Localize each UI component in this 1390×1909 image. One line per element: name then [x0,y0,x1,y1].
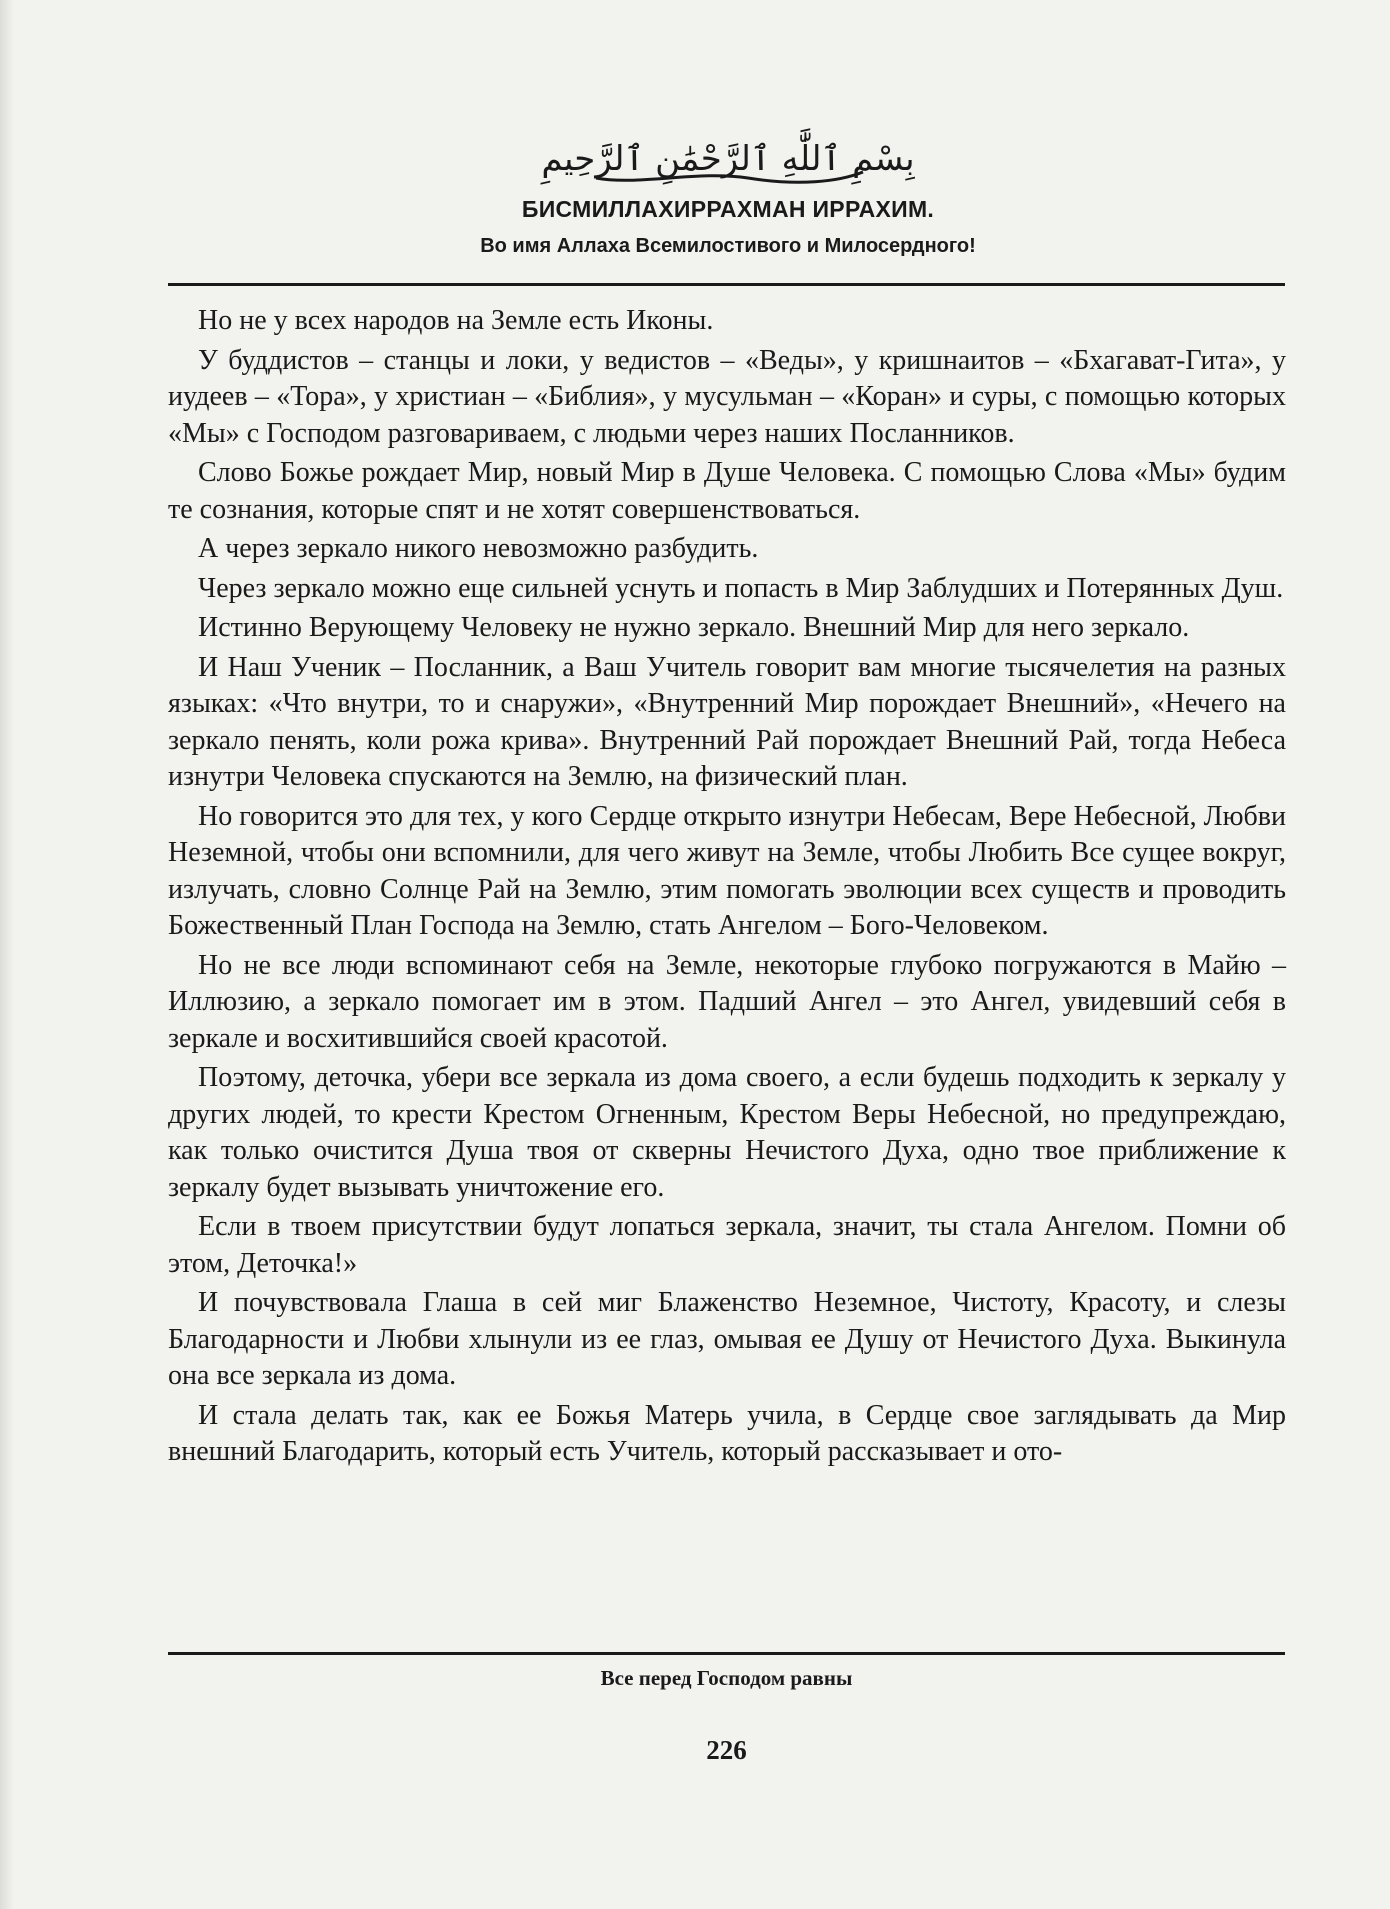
running-footer-title: Все перед Господом равны [600,1666,853,1690]
bismillah-calligraphy-icon [541,108,915,194]
paragraph: И почувствовала Глаша в сей миг Блаженство Неземное, Чистоту, Красоту, и слезы Благодарности и Любви хлынули из ее глаз, омывая ее Душу от Нечистого Духа. Выкинула она все зеркала из дома. [168,1287,1286,1391]
body-text [168,303,1286,1474]
paragraph: Слово Божье рождает Мир, новый Мир в Душе Человека. С помощью Слова «Мы» будим те сознания, которые спят и не хотят совершенствоваться. [168,457,1286,525]
paragraph: Но говорится это для тех, у кого Сердце открыто изнутри Небесам, Вере Небесной, Любви Неземной, чтобы они вспомнили, для чего живут на Земле, чтобы Любить Все сущее вокруг, излучать, словно Солнце Рай на Землю, этим помогать эволюции всех существ и проводить Божественный План Господа на Землю, стать Ангелом – Бого-Человеком. [168,800,1286,941]
header-title: БИСМИЛЛАХИРРАХМАН ИРРАХИМ. [521,196,935,222]
header-subtitle: Во имя Аллаха Всемилостивого и Милосердного! [480,235,976,257]
header-divider [168,283,1285,286]
calligraphy-text: بِسْمِ ٱللَّٰهِ ٱلرَّحْمَٰنِ ٱلرَّحِيمِ [541,139,915,179]
paragraph: А через зеркало никого невозможно разбудить. [198,533,759,564]
footer-divider [168,1652,1285,1655]
paragraph: И стала делать так, как ее Божья Матерь учила, в Сердце свое заглядывать да Мир внешний Благодарить, который есть Учитель, который рассказывает и ото- [168,1399,1286,1467]
paragraph: Но не у всех народов на Земле есть Иконы. [198,305,714,336]
paragraph: Но не все люди вспоминают себя на Земле, некоторые глубоко погружаются в Майю – Иллюзию, а зеркало помогает им в этом. Падший Ангел – это Ангел, увидевший себя в зеркале и восхитившийся своей красотой. [168,949,1286,1054]
paragraph: Истинно Верующему Человеку не нужно зеркало. Внешний Мир для него зеркало. [198,612,1190,643]
paragraph: У буддистов – станцы и локи, у ведистов – «Веды», у кришнаитов – «Бхагават-Гита», у иудеев – «Тора», у христиан – «Библия», у мусульман – «Коран» и суры, с помощью которых «Мы» с Господом разговариваем, с людьми через наших Посланников. [168,344,1286,449]
page-number: 226 [706,1735,747,1765]
paragraph: И Наш Ученик – Посланник, а Ваш Учитель говорит вам многие тысячелетия на разных языках: «Что внутри, то и снаружи», «Внутренний Мир порождает Внешний», «Нечего на зеркало пенять, коли рожа крива». Внутренний Рай порождает Внешний Рай, тогда Небеса изнутри Человека спускаются на Землю, на физический план. [168,651,1286,792]
paragraph: Через зеркало можно еще сильней уснуть и попасть в Мир Заблудших и Потерянных Душ. [198,572,1284,604]
paragraph: Поэтому, деточка, убери все зеркала из дома своего, а если будешь подходить к зеркалу у других людей, то крести Крестом Огненным, Крестом Веры Небесной, но предупреждаю, как только очистится Душа твоя от скверны Нечистого Духа, одно твое приближение к зеркалу будет вызывать уничтожение его. [168,1062,1286,1203]
page-header [168,108,1288,258]
paragraph: Если в твоем присутствии будут лопаться зеркала, значит, ты стала Ангелом. Помни об этом, Деточка!» [168,1211,1286,1279]
